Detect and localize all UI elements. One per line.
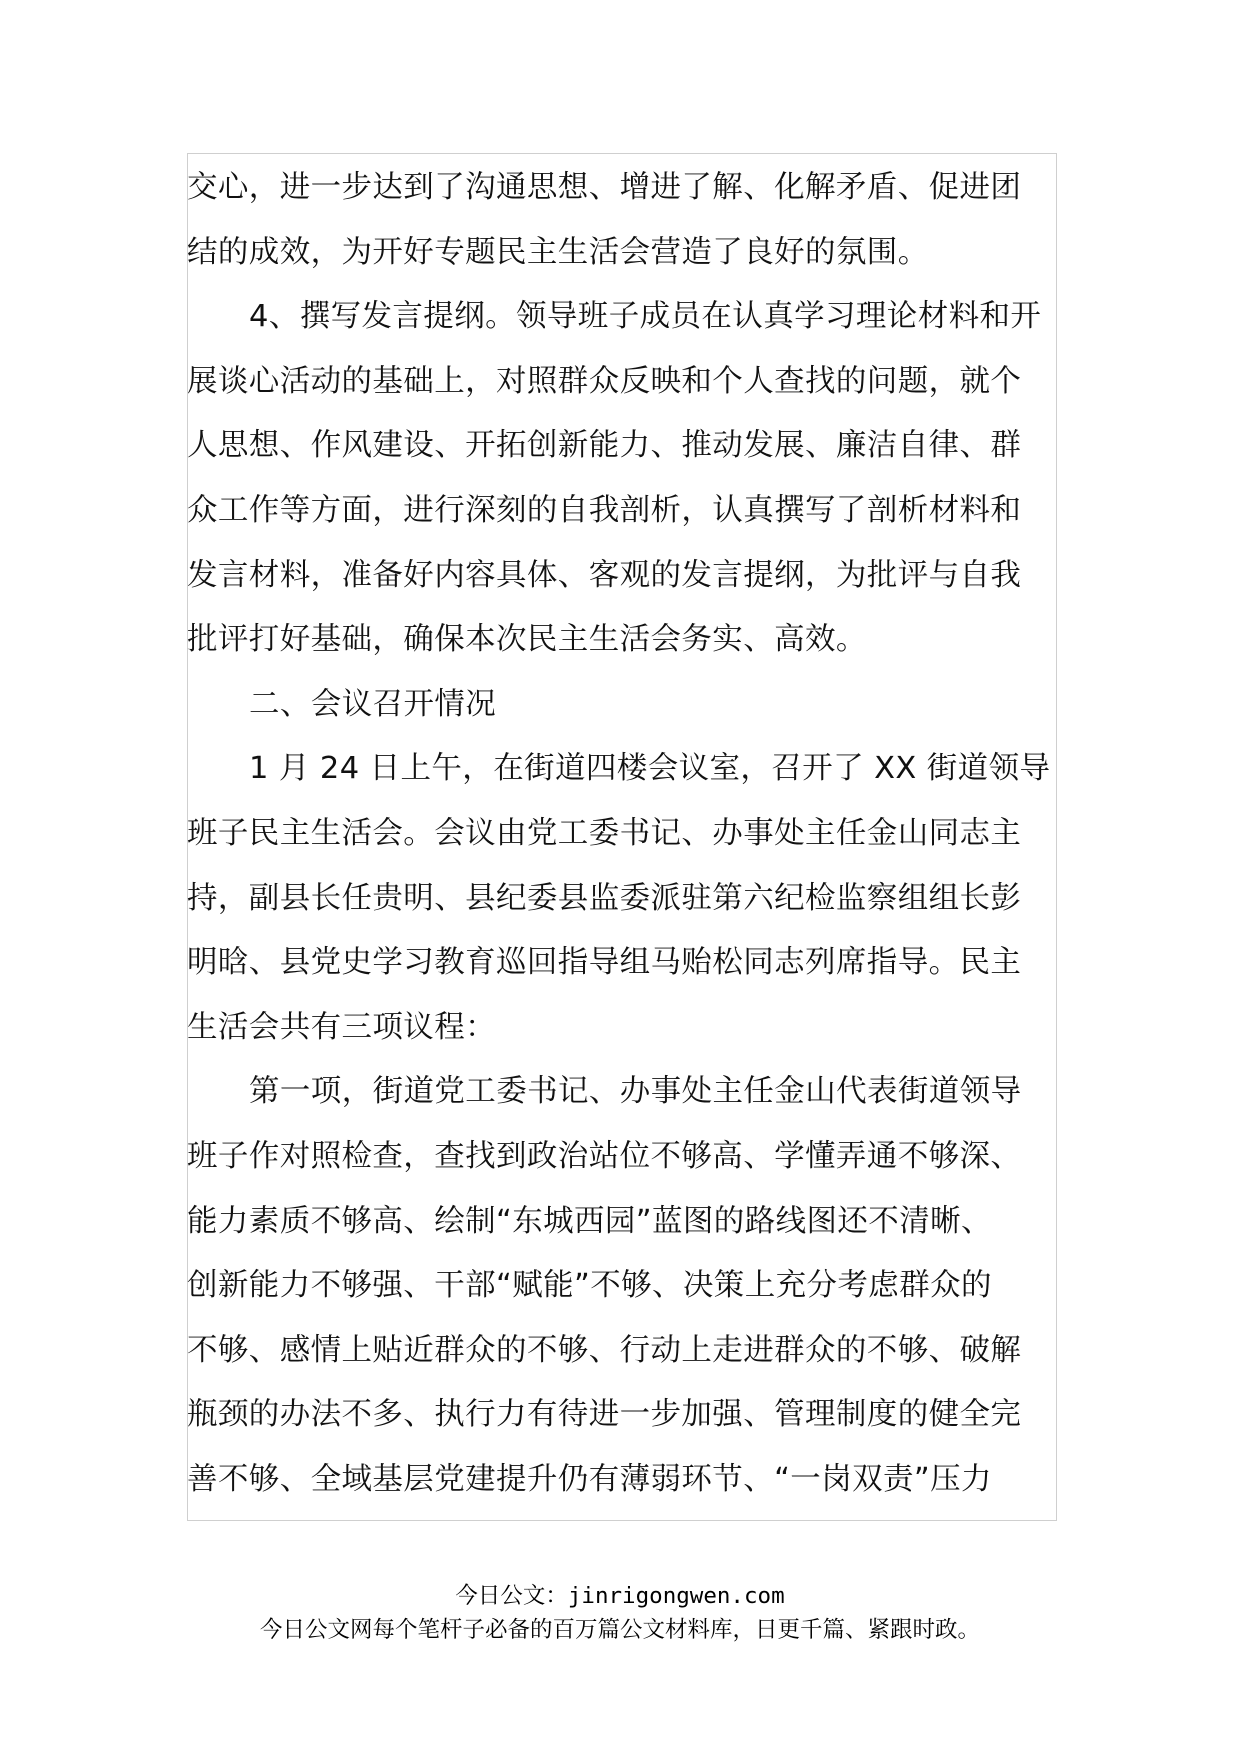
text-line: 班子作对照检查，查找到政治站位不够高、学懂弄通不够深、 [187, 1138, 1022, 1174]
document-body [187, 156, 1069, 1512]
footer-slogan: 今日公文网每个笔杆子必备的百万篇公文材料库，日更千篇、紧跟时政。 [259, 1617, 980, 1643]
footer-site-url[interactable]: jinrigongwen.com [567, 1583, 785, 1609]
text-line: 交心，进一步达到了沟通思想、增进了解、化解矛盾、促进团 [187, 170, 1022, 205]
text-line: 发言材料，准备好内容具体、客观的发言提纲，为批评与自我 [187, 557, 1022, 593]
footer-site-label: 今日公文： [455, 1583, 568, 1609]
text-line: 瓶颈的办法不多、执行力有待进一步加强、管理制度的健全完 [187, 1397, 1022, 1433]
text-line: 生活会共有三项议程： [187, 1009, 496, 1045]
footer-site-line [0, 1578, 1240, 1610]
text-line: 明晗、县党史学习教育巡回指导组马贻松同志列席指导。民主 [187, 945, 1022, 981]
text-line: 持，副县长任贵明、县纪委县监委派驻第六纪检监察组组长彭 [187, 880, 1022, 916]
text-line: 善不够、全域基层党建提升仍有薄弱环节、“一岗双责”压力 [187, 1461, 992, 1497]
text-line: 第一项，街道党工委书记、办事处主任金山代表街道领导 [249, 1074, 1022, 1110]
text-line: 批评打好基础，确保本次民主生活会务实、高效。 [187, 622, 867, 658]
text-line: 不够、感情上贴近群众的不够、行动上走进群众的不够、破解 [187, 1332, 1022, 1368]
text-line: 创新能力不够强、干部“赋能”不够、决策上充分考虑群众的 [187, 1268, 992, 1304]
text-line: 众工作等方面，进行深刻的自我剖析，认真撰写了剖析材料和 [187, 492, 1022, 528]
text-line: 能力素质不够高、绘制“东城西园”蓝图的路线图还不清晰、 [187, 1203, 992, 1239]
text-line: 班子民主生活会。会议由党工委书记、办事处主任金山同志主 [187, 815, 1022, 851]
text-line: 4、撰写发言提纲。领导班子成员在认真学习理论材料和开 [249, 299, 1042, 335]
text-line: 人思想、作风建设、开拓创新能力、推动发展、廉洁自律、群 [187, 428, 1022, 464]
text-line: 二、会议召开情况 [249, 686, 497, 722]
text-line: 结的成效，为开好专题民主生活会营造了良好的氛围。 [187, 234, 929, 270]
text-line: 展谈心活动的基础上，对照群众反映和个人查找的问题，就个 [187, 363, 1022, 399]
text-line: 1 月 24 日上午，在街道四楼会议室，召开了 XX 街道领导 [249, 751, 1051, 787]
